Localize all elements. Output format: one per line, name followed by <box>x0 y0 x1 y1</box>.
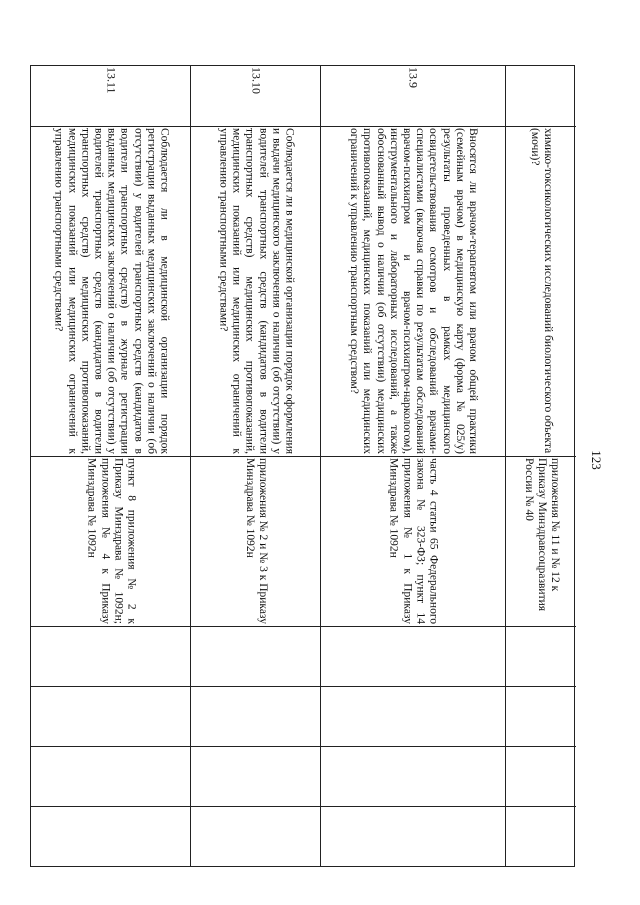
question-cell <box>321 126 505 456</box>
row-number: 13.10 <box>249 67 264 94</box>
reference-cell <box>31 456 190 626</box>
reference-text: пункт 8 приложения № 2 к Приказу Минздрава № 1092н; приложения № 4 к Приказу Минздрава № 1092н <box>85 458 137 624</box>
reference-cell <box>321 456 505 626</box>
table-row <box>31 66 191 866</box>
reference-cell <box>191 456 320 626</box>
reference-text: часть 4 статьи 65 Федерального закона № 323-ФЗ; пункт 14 приложения № 1 к Приказу Минздрава № 1092н <box>387 458 440 624</box>
question-text: Соблюдается ли в медицинской организации порядок оформления и выдачи медицинского заключения о наличии (об отсутствии) у водителей транспортных средств (кандидатов в водители транспортных средств) медицинских противопоказаний, медицинских показаний или медицинских ограничений к управлению транспортными средствами? <box>217 128 296 454</box>
table-row-continuation <box>506 66 576 866</box>
question-text: Вносятся ли врачом-терапевтом или врачом общей практики (семейным врачом) в медицинскую карту (форма № 025/у) результаты проведенных в рамках медицинского освидетельствования осмотров и обследований врачами-специалистами (включая справки по результатам обследований врачом-психиатром и врачом-психиатром-наркологом), инструментального и лабораторных исследований, а также обоснованный вывод о наличии (об отсутствии) медицинских противопоказаний, медицинских показаний или медицинских ограничений к управлению транспортным средством? <box>348 128 480 454</box>
row-number-cell <box>31 66 190 126</box>
page-number: 123 <box>589 450 604 470</box>
question-cell <box>506 126 576 456</box>
question-cell <box>191 126 320 456</box>
question-text: Соблюдается ли в медицинской организации порядок регистрации выданных медицинских заключений о наличии (об отсутствии) у водителей транспортных средств (кандидатов в водители транспортных средств) в журнале регистрации выданных медицинских заключений о наличии (об отсутствии) у водителей транспортных средств (кандидатов в водители транспортных средств) медицинских противопоказаний, медицинских показаний или медицинских ограничений к управлению транспортными средствами? <box>52 128 170 454</box>
row-number: 13.9 <box>406 67 421 88</box>
row-number-cell <box>321 66 505 126</box>
question-text: химико-токсикологических исследований биологического объекта (мочи)? <box>529 128 555 454</box>
table-row <box>191 66 321 866</box>
row-number-cell <box>191 66 320 126</box>
checklist-table <box>30 65 575 867</box>
reference-text: приложения № 11 и № 12 к Приказу Минздравсоцразвития России № 40 <box>522 458 561 612</box>
reference-text: приложения № 2 и № 3 к Приказу Минздрава № 1092н <box>243 458 269 624</box>
table-row <box>321 66 506 866</box>
reference-cell <box>506 456 576 626</box>
row-number: 13.11 <box>104 67 119 94</box>
question-cell <box>31 126 190 456</box>
